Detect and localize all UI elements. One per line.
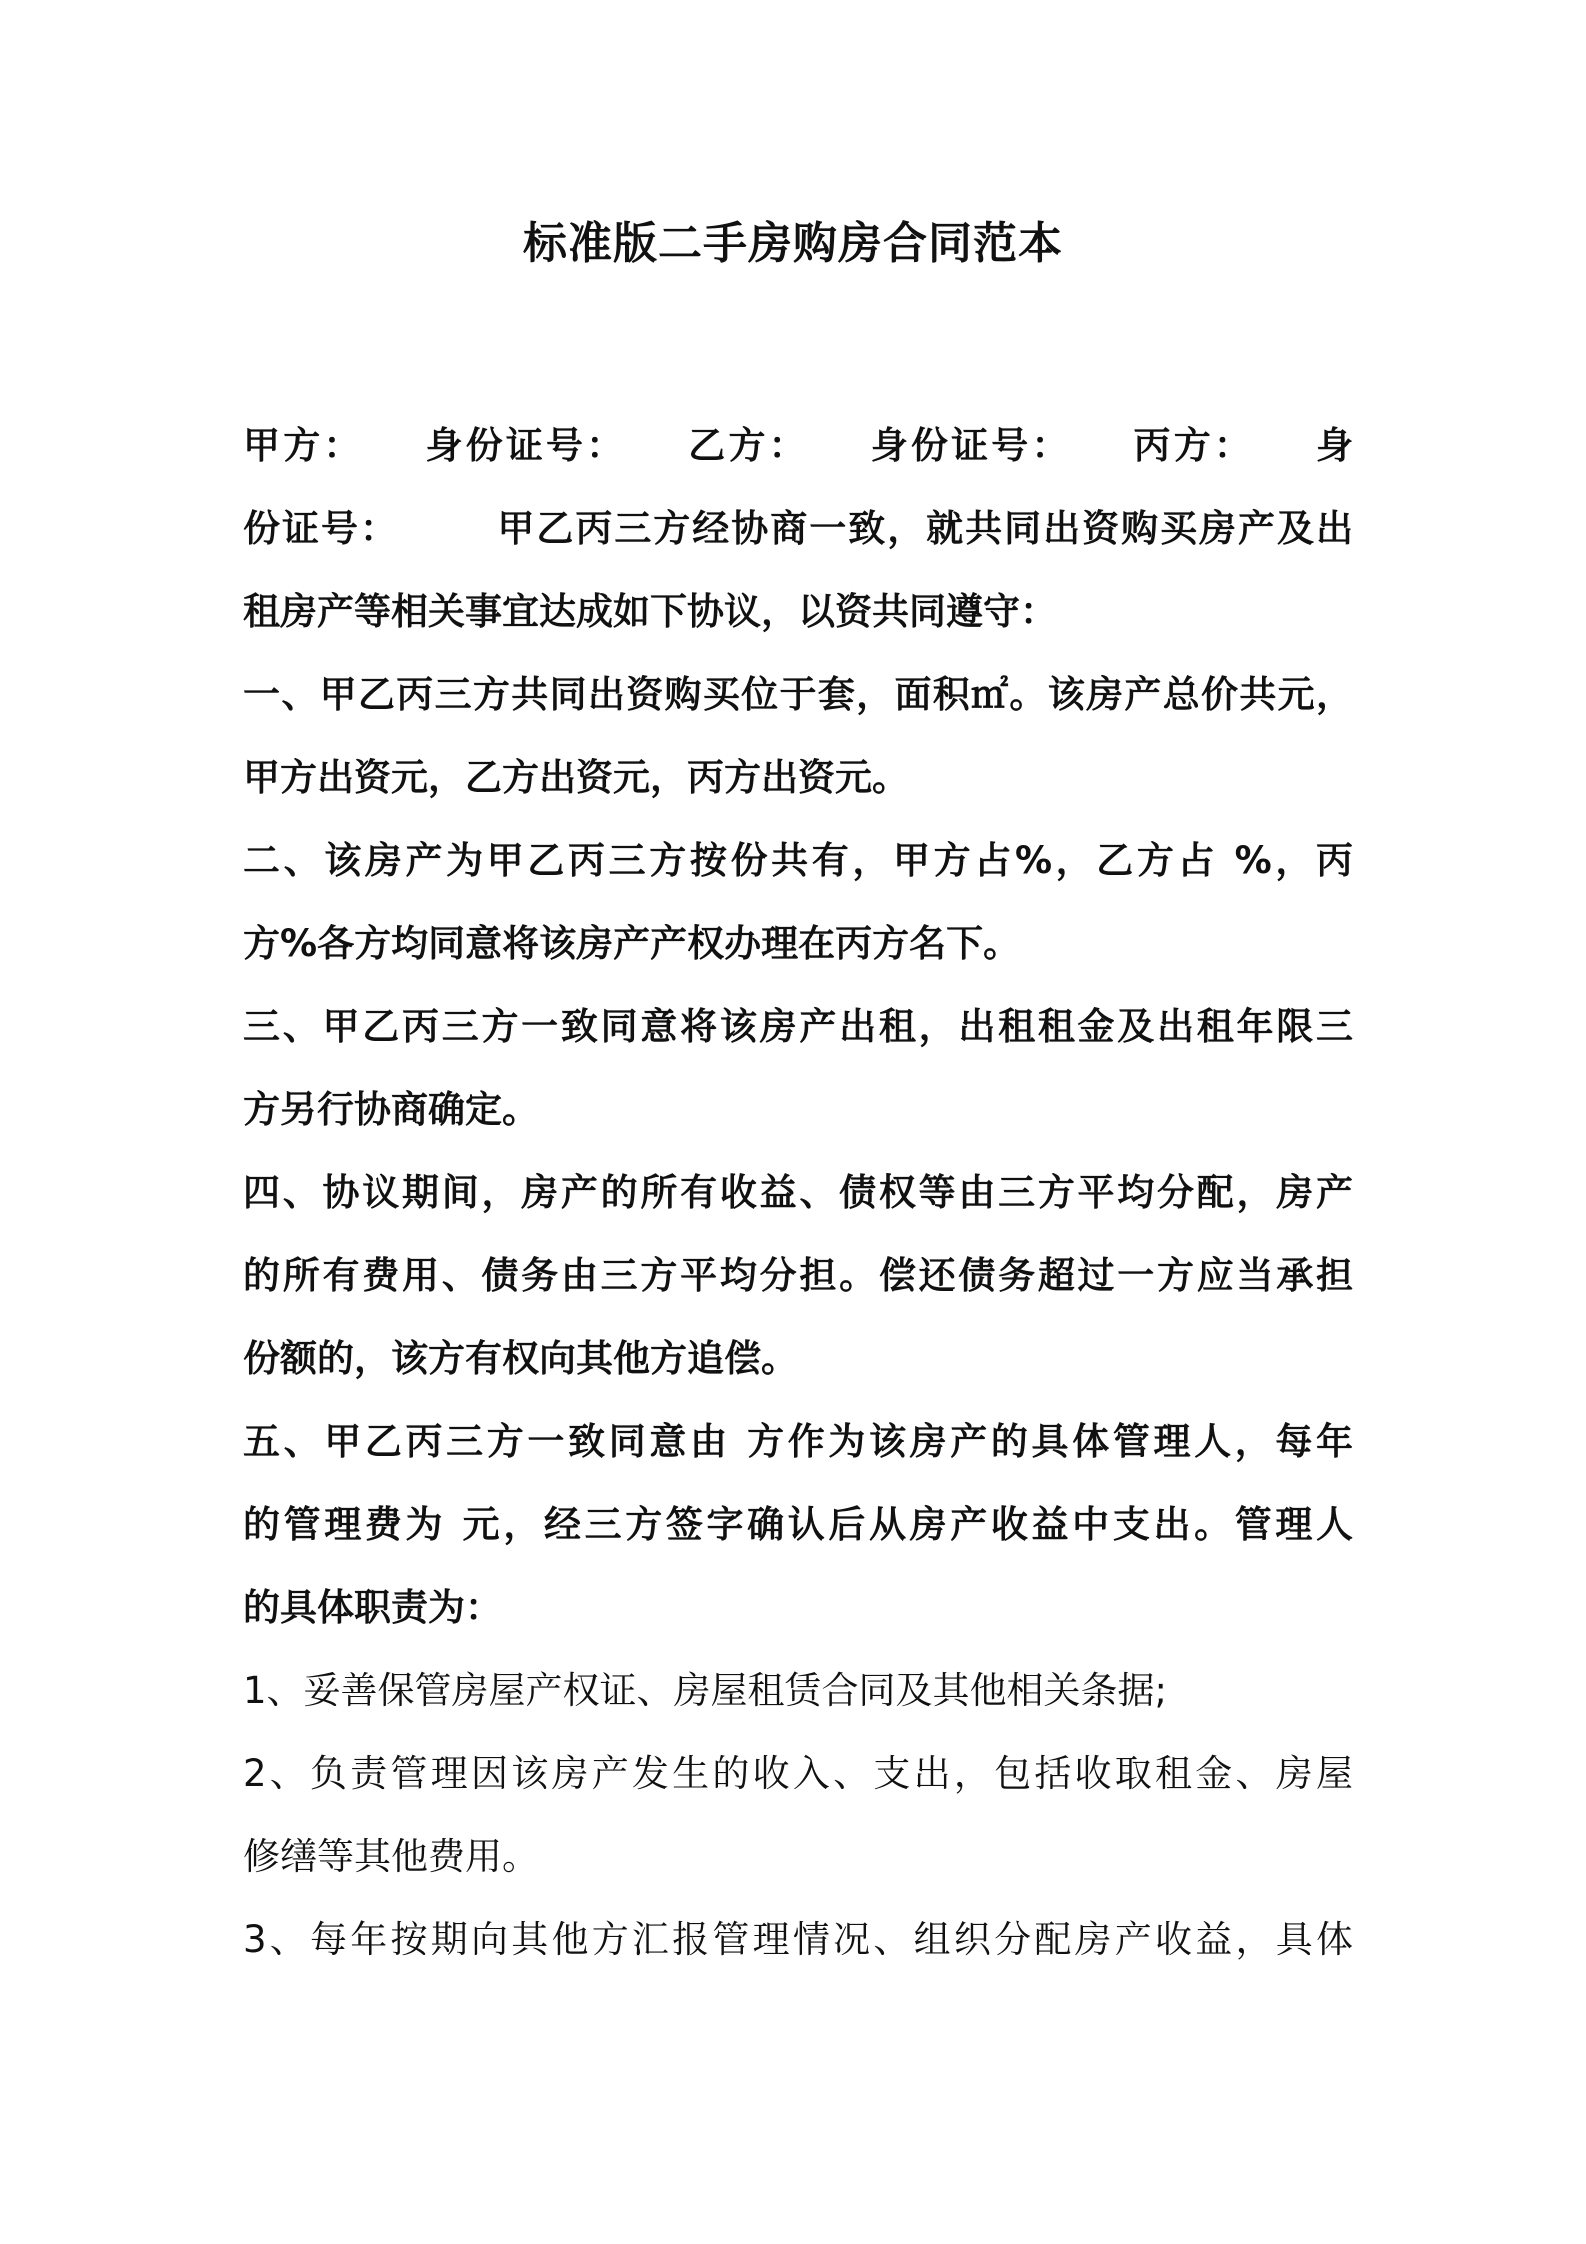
paragraph-line: 一、甲乙丙三方共同出资购买位于套，面积㎡。该房产总价共元， xyxy=(243,673,1353,716)
paragraph-line: 方另行协商确定。 xyxy=(243,1088,539,1131)
paragraph-line: 的具体职责为： xyxy=(243,1586,502,1629)
paragraph-line: 二、该房产为甲乙丙三方按份共有，甲方占%，乙方占 %，丙 xyxy=(243,839,1353,882)
paragraph-line: 修缮等其他费用。 xyxy=(243,1835,539,1878)
paragraph-line: 1、妥善保管房屋产权证、房屋租赁合同及其他相关条据; xyxy=(243,1669,1168,1712)
paragraph-line: 五、甲乙丙三方一致同意由 方作为该房产的具体管理人，每年 xyxy=(243,1420,1353,1463)
paragraph-line: 甲方出资元，乙方出资元，丙方出资元。 xyxy=(243,756,909,799)
paragraph-line: 三、甲乙丙三方一致同意将该房产出租，出租租金及出租年限三 xyxy=(243,1005,1353,1048)
paragraph-line: 租房产等相关事宜达成如下协议，以资共同遵守： xyxy=(243,590,1057,633)
paragraph-line: 的所有费用、债务由三方平均分担。偿还债务超过一方应当承担 xyxy=(243,1254,1353,1297)
paragraph-line: 2、负责管理因该房产发生的收入、支出，包括收取租金、房屋 xyxy=(243,1752,1353,1795)
paragraph-line: 甲方： 身份证号： 乙方： 身份证号： 丙方： 身 xyxy=(243,424,1353,467)
paragraph-line: 份额的，该方有权向其他方追偿。 xyxy=(243,1337,798,1380)
paragraph-line: 的管理费为 元，经三方签字确认后从房产收益中支出。管理人 xyxy=(243,1503,1353,1546)
paragraph-line: 四、协议期间，房产的所有收益、债权等由三方平均分配，房产 xyxy=(243,1171,1353,1214)
paragraph-line: 份证号： 甲乙丙三方经协商一致，就共同出资购买房产及出 xyxy=(243,507,1353,550)
document-title: 标准版二手房购房合同范本 xyxy=(523,218,1063,269)
paragraph-line: 方%各方均同意将该房产产权办理在丙方名下。 xyxy=(243,922,1021,965)
paragraph-line: 3、每年按期向其他方汇报管理情况、组织分配房产收益，具体 xyxy=(243,1918,1353,1961)
document-body xyxy=(243,404,1353,1981)
